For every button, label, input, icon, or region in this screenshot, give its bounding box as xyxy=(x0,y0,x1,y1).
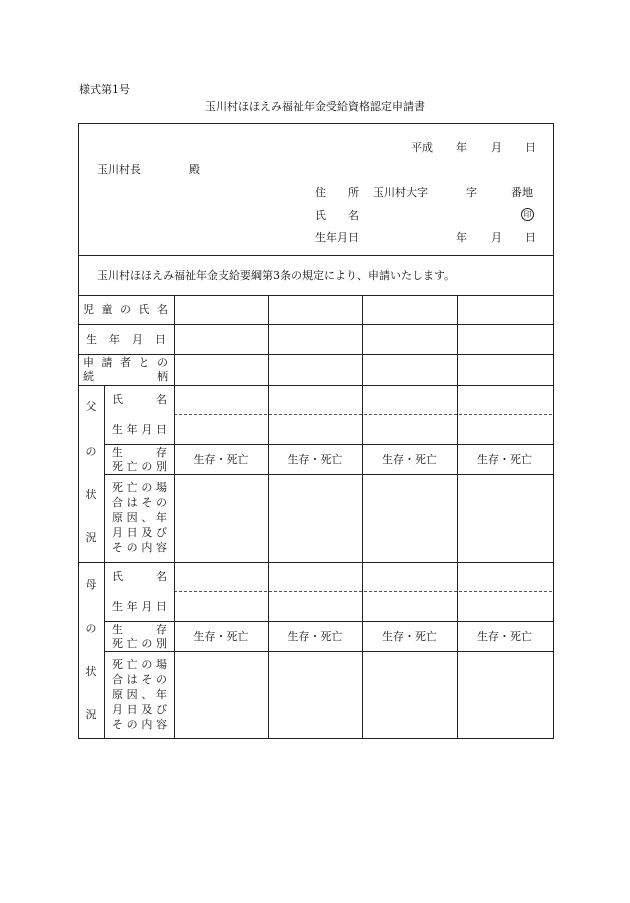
father-name-label: 氏 名 xyxy=(112,393,167,406)
name-label-1: 氏 xyxy=(315,209,326,222)
seal-mark: 印 xyxy=(521,208,534,221)
addressee: 玉川村長 xyxy=(97,163,141,176)
seal-icon xyxy=(521,208,534,221)
father-alive-label: 生 存 死 亡 の 別 xyxy=(112,446,167,473)
mother-alive-option[interactable]: 生存・死亡 xyxy=(477,630,532,643)
honorific: 殿 xyxy=(189,163,200,176)
father-group-char: 父 xyxy=(85,400,97,413)
dashed-line xyxy=(174,591,552,592)
form-number: 様式第1号 xyxy=(79,83,130,96)
row-line xyxy=(78,324,553,325)
col-line xyxy=(268,295,269,738)
address-label-2: 所 xyxy=(348,186,359,199)
row-line xyxy=(104,474,553,475)
father-alive-option[interactable]: 生存・死亡 xyxy=(382,453,437,466)
aza-label: 字 xyxy=(466,186,477,199)
child-name-label: 児 童 の 氏 名 xyxy=(83,303,168,316)
mother-group-char: 況 xyxy=(85,708,97,721)
row-line xyxy=(78,354,553,355)
mother-group-char: の xyxy=(85,622,97,635)
father-alive-option[interactable]: 生存・死亡 xyxy=(193,453,249,466)
row-line xyxy=(104,621,553,622)
name-label-2: 名 xyxy=(348,209,359,222)
dashed-line xyxy=(174,414,552,415)
page-title: 玉川村ほほえみ福祉年金受給資格認定申請書 xyxy=(205,100,425,113)
date-day: 日 xyxy=(525,141,536,154)
col-line xyxy=(104,385,105,738)
father-group-char: 状 xyxy=(85,488,97,501)
mother-name-label: 氏 名 xyxy=(112,570,167,583)
date-era: 平成 xyxy=(411,141,433,154)
birthdate-label: 生 年 月 日 xyxy=(86,333,166,346)
date-month: 月 xyxy=(491,141,502,154)
mother-alive-option[interactable]: 生存・死亡 xyxy=(382,630,437,643)
birth-day: 日 xyxy=(525,231,536,244)
row-line xyxy=(104,651,553,652)
mother-group-char: 母 xyxy=(85,578,97,591)
statement: 玉川村ほほえみ福祉年金支給要綱第3条の規定により、申請いたします。 xyxy=(97,269,456,282)
date-year: 年 xyxy=(456,141,467,154)
banchi-label: 番地 xyxy=(511,186,533,199)
father-group-char: 況 xyxy=(85,531,97,544)
birth-year: 年 xyxy=(456,231,467,244)
mother-alive-option[interactable]: 生存・死亡 xyxy=(287,630,343,643)
mother-alive-label: 生 存 死 亡 の 別 xyxy=(112,623,167,650)
row-line xyxy=(78,562,553,563)
col-line xyxy=(457,295,458,738)
father-alive-option[interactable]: 生存・死亡 xyxy=(287,453,343,466)
col-line xyxy=(362,295,363,738)
birth-label: 生年月日 xyxy=(315,231,359,244)
birth-month: 月 xyxy=(491,231,502,244)
col-line xyxy=(174,295,175,738)
father-alive-option[interactable]: 生存・死亡 xyxy=(477,453,532,466)
divider xyxy=(78,295,553,296)
father-birthdate-label: 生 年 月 日 xyxy=(112,423,167,436)
divider xyxy=(78,255,553,256)
mother-birthdate-label: 生 年 月 日 xyxy=(112,600,167,613)
mother-alive-option[interactable]: 生存・死亡 xyxy=(193,630,249,643)
address-value: 玉川村大字 xyxy=(373,186,428,199)
relation-label: 申 請 者 と の 続 柄 xyxy=(83,356,168,383)
mother-death-label: 死 亡 の 場 合 は そ の 原 因 、 年 月 日 及 び そ の 内 容 xyxy=(112,658,167,731)
row-line xyxy=(78,385,553,386)
mother-group-char: 状 xyxy=(85,665,97,678)
father-group-char: の xyxy=(85,445,97,458)
address-label-1: 住 xyxy=(315,186,326,199)
row-line xyxy=(104,444,553,445)
father-death-label: 死 亡 の 場 合 は そ の 原 因 、 年 月 日 及 び そ の 内 容 xyxy=(112,481,167,554)
